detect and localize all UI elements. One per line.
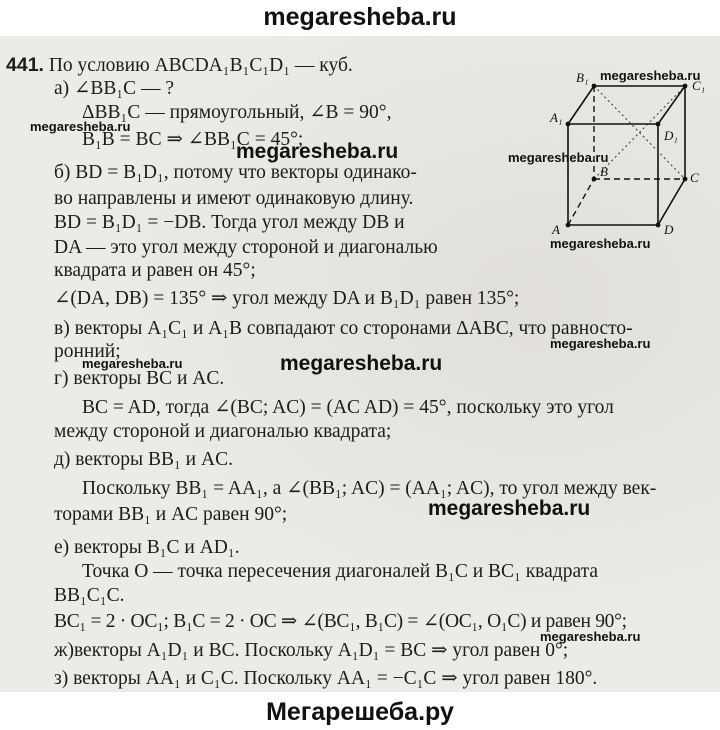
site-header: megaresheba.ru: [263, 3, 457, 31]
label-A: A: [552, 222, 560, 237]
problem-line-22: BC₁ = 2 · OC₁; B₁C = 2 · OC ⇒ ∠(BC₁, B₁C) = ∠(OC₁, O₁C) и равен 90°;: [54, 611, 627, 632]
label-C: C: [690, 170, 699, 185]
edge-A1-B1: [568, 86, 594, 124]
problem-line-20: Точка O — точка пересечения диагоналей B₁C и BC₁ квадрата: [82, 561, 599, 582]
problem-line-5: б) BD = B₁D₁, потому что векторы одинако-: [54, 162, 417, 183]
problem-line-12: ронний;: [54, 341, 121, 362]
line-text: По условию ABCDA₁B₁C₁D₁ — куб.: [48, 55, 353, 76]
problem-line-23: ж)векторы A₁D₁ и BC. Поскольку A₁D₁ = BC ⇒ угол равен 0°;: [54, 640, 569, 661]
watermark: megaresheba.ru: [280, 352, 443, 375]
edge-D-C: [658, 179, 685, 225]
problem-line-13: г) векторы BC и AC.: [54, 368, 225, 389]
vertex-A1: [566, 122, 571, 127]
problem-line-19: е) векторы B₁C и AD₁.: [54, 537, 240, 558]
problem-line-14: BC = AD, тогда ∠(BC; AC) = (AC AD) = 45°, поскольку это угол: [82, 397, 614, 418]
edge-A-B: [568, 179, 594, 225]
vertex-D: [656, 223, 661, 228]
watermark: megaresheba.ru: [600, 68, 701, 83]
problem-line-2: а) ∠BB₁C — ?: [54, 78, 175, 99]
problem-line-9: квадрата и равен он 45°;: [54, 260, 256, 281]
problem-line-6: во направлены и имеют одинаковую длину.: [54, 188, 414, 209]
problem-line-24: з) векторы AA₁ и C₁C. Поскольку AA₁ = −C₁C ⇒ угол равен 180°.: [54, 668, 598, 689]
watermark: megaresheba.ru: [30, 119, 131, 134]
problem-line-1: [6, 52, 353, 79]
problem-line-3: ΔBB₁C — прямоугольный, ∠B = 90°,: [82, 102, 392, 123]
label-D: D: [664, 222, 674, 237]
problem-line-10: ∠(DA, DB) = 135° ⇒ угол между DA и B₁D₁ равен 135°;: [54, 288, 520, 309]
problem-line-8: DA — это угол между стороной и диагональю: [54, 237, 438, 258]
watermark: megaresheba.ru: [428, 497, 591, 520]
vertex-C: [683, 177, 688, 182]
label-D1: D₁: [664, 128, 678, 143]
vertex-A: [566, 223, 571, 228]
watermark: megaresheba.ru: [540, 629, 641, 644]
vertex-D1: [656, 122, 661, 127]
site-footer: Мегарешеба.ру: [266, 698, 454, 726]
label-C1: C₁: [692, 78, 706, 93]
problem-line-7: BD = B₁D₁ = −DB. Тогда угол между DB и: [54, 212, 405, 233]
problem-number: 441.: [6, 54, 44, 76]
problem-line-4: B₁B = BC ⇒ ∠BB₁C = 45°;: [82, 129, 304, 150]
problem-line-18: торами BB₁ и AC равен 90°;: [54, 504, 288, 525]
label-A1: A₁: [550, 110, 563, 125]
watermark: megaresheba.ru: [550, 236, 651, 251]
problem-line-11: в) векторы A₁C₁ и A₁B совпадают со сторонами ΔABC, что равносто-: [54, 318, 633, 339]
vertex-C1: [683, 84, 688, 89]
watermark: megaresheba.ru: [236, 140, 399, 163]
problem-line-16: д) векторы BB₁ и AC.: [54, 449, 233, 470]
watermark: megaresheba.ru: [508, 150, 609, 165]
label-B1: B₁: [576, 70, 589, 85]
vertex-B1: [592, 84, 597, 89]
vertex-B: [592, 177, 597, 182]
watermark: megaresheba.ru: [550, 336, 651, 351]
problem-line-21: BB₁C₁C.: [54, 585, 125, 606]
problem-line-17: Поскольку BB₁ = AA₁, а ∠(BB₁; AC) = (AA₁; AC), то угол между век-: [82, 478, 657, 499]
edge-D1-C1: [658, 86, 685, 124]
label-B: B: [600, 164, 608, 179]
problem-line-15: между стороной и диагональю квадрата;: [54, 421, 392, 442]
watermark: megaresheba.ru: [82, 356, 183, 371]
